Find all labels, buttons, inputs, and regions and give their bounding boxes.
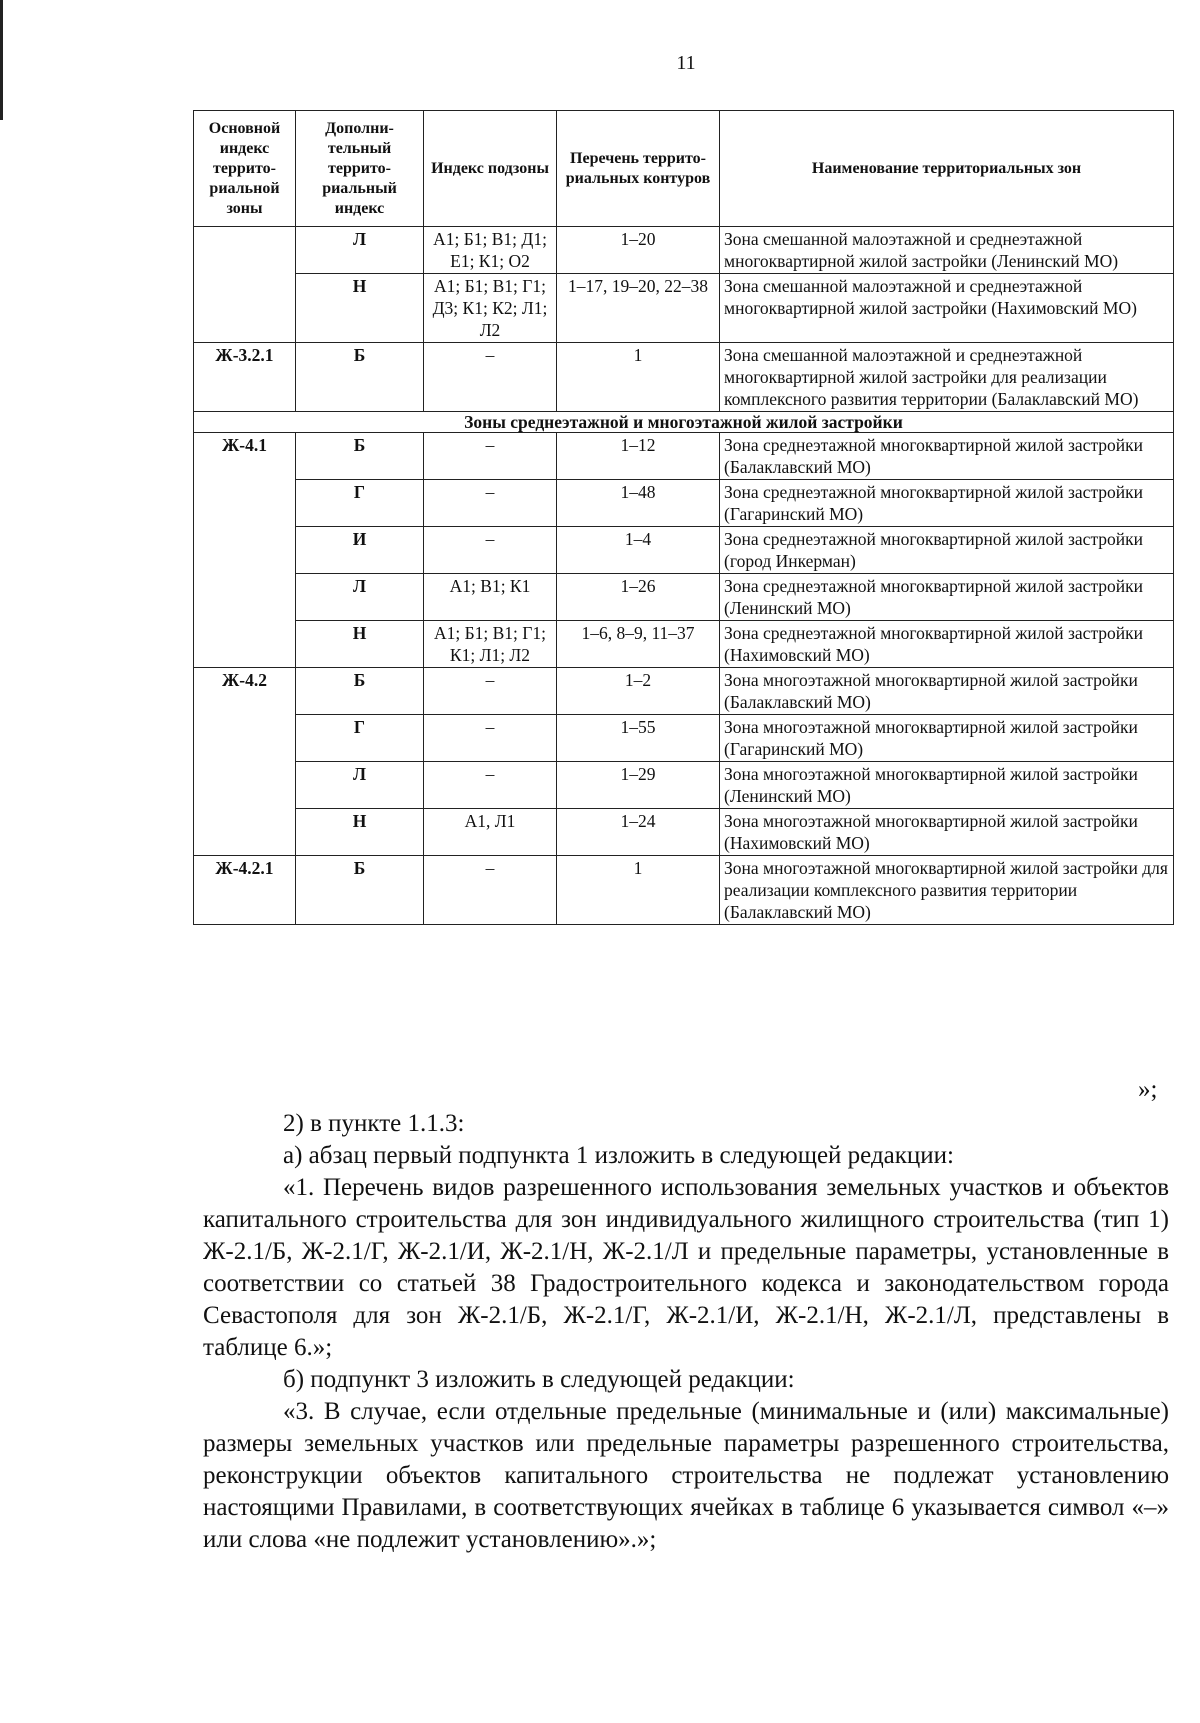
- cell-extra-index: Л: [296, 574, 424, 621]
- cell-contours: 1–6, 8–9, 11–37: [557, 621, 720, 668]
- table-header-row: [194, 111, 1174, 227]
- cell-zone-name: Зона среднеэтажной многоквартирной жилой застройки (Нахимовский МО): [720, 621, 1174, 668]
- paragraph-subitem-b: б) подпункт 3 изложить в следующей редакции:: [283, 1366, 795, 1393]
- cell-main-index: Ж-4.2.1: [194, 856, 296, 925]
- table-row: [194, 227, 1174, 274]
- cell-zone-name: Зона смешанной малоэтажной и среднеэтажной многоквартирной жилой застройки (Нахимовский МО): [720, 274, 1174, 343]
- cell-subzone: –: [424, 527, 557, 574]
- cell-main-index: Ж-4.2: [194, 668, 296, 856]
- section-title: Зоны среднеэтажной и многоэтажной жилой застройки: [194, 412, 1174, 433]
- cell-extra-index: Б: [296, 343, 424, 412]
- cell-subzone: –: [424, 715, 557, 762]
- cell-contours: 1–4: [557, 527, 720, 574]
- cell-subzone: –: [424, 433, 557, 480]
- paragraph-subitem-a: а) абзац первый подпункта 1 изложить в следующей редакции:: [283, 1142, 954, 1169]
- page-number: 11: [676, 52, 696, 74]
- header-contours: Перечень террито-риальных контуров: [557, 111, 720, 227]
- cell-contours: 1–29: [557, 762, 720, 809]
- cell-extra-index: Б: [296, 668, 424, 715]
- cell-contours: 1–55: [557, 715, 720, 762]
- zones-table: [193, 110, 1174, 925]
- cell-zone-name: Зона многоэтажной многоквартирной жилой застройки для реализации комплексного развития территории (Балаклавский МО): [720, 856, 1174, 925]
- cell-contours: 1–20: [557, 227, 720, 274]
- table-row: [194, 621, 1174, 668]
- cell-main-index: Ж-4.1: [194, 433, 296, 668]
- cell-contours: 1–2: [557, 668, 720, 715]
- cell-subzone: –: [424, 856, 557, 925]
- cell-zone-name: Зона среднеэтажной многоквартирной жилой застройки (город Инкерман): [720, 527, 1174, 574]
- cell-zone-name: Зона среднеэтажной многоквартирной жилой застройки (Гагаринский МО): [720, 480, 1174, 527]
- header-extra-index: Дополни-тельный террито-риальный индекс: [296, 111, 424, 227]
- cell-subzone: –: [424, 480, 557, 527]
- cell-contours: 1–26: [557, 574, 720, 621]
- cell-subzone: А1; Б1; В1; Д1; Е1; К1; О2: [424, 227, 557, 274]
- cell-zone-name: Зона многоэтажной многоквартирной жилой застройки (Ленинский МО): [720, 762, 1174, 809]
- cell-subzone: А1, Л1: [424, 809, 557, 856]
- table-row: [194, 527, 1174, 574]
- paragraph-quote-3: «3. В случае, если отдельные предельные (минимальные и (или) максимальные) размеры земельных участков или предельные параметры разрешенного строительства, реконструкции объектов капитального строительства не подлежат установлению настоящими Правилами, в соответствующих ячейках в таблице 6 указывается символ «–» или слова «не подлежит установлению».»;: [203, 1398, 1169, 1553]
- cell-extra-index: И: [296, 527, 424, 574]
- cell-subzone: А1; В1; К1: [424, 574, 557, 621]
- table-row: [194, 574, 1174, 621]
- cell-subzone: –: [424, 343, 557, 412]
- cell-zone-name: Зона многоэтажной многоквартирной жилой застройки (Гагаринский МО): [720, 715, 1174, 762]
- cell-zone-name: Зона среднеэтажной многоквартирной жилой застройки (Балаклавский МО): [720, 433, 1174, 480]
- table-row: [194, 856, 1174, 925]
- paragraph-quote-1: «1. Перечень видов разрешенного использования земельных участков и объектов капитального строительства для зон индивидуального жилищного строительства (тип 1) Ж-2.1/Б, Ж-2.1/Г, Ж-2.1/И, Ж-2.1/Н, Ж-2.1/Л и предельные параметры, установленные в соответствии со статьей 38 Градостроительного кодекса и законодательством города Севастополя для зон Ж-2.1/Б, Ж-2.1/Г, Ж-2.1/И, Ж-2.1/Н, Ж-2.1/Л, представлены в таблице 6.»;: [203, 1174, 1169, 1361]
- body-text: [203, 1108, 1169, 1556]
- table-row: [194, 809, 1174, 856]
- header-main-index: Основной индекс террито-риальной зоны: [194, 111, 296, 227]
- cell-extra-index: Б: [296, 433, 424, 480]
- cell-contours: 1–48: [557, 480, 720, 527]
- table-row: [194, 480, 1174, 527]
- cell-extra-index: Л: [296, 227, 424, 274]
- cell-extra-index: Н: [296, 621, 424, 668]
- header-subzone-index: Индекс подзоны: [424, 111, 557, 227]
- table-row: [194, 343, 1174, 412]
- table-section-row: [194, 412, 1174, 433]
- table-row: [194, 274, 1174, 343]
- table-row: [194, 668, 1174, 715]
- header-zone-name: Наименование территориальных зон: [720, 111, 1174, 227]
- cell-zone-name: Зона многоэтажной многоквартирной жилой застройки (Нахимовский МО): [720, 809, 1174, 856]
- cell-extra-index: Г: [296, 715, 424, 762]
- cell-extra-index: Б: [296, 856, 424, 925]
- cell-extra-index: Г: [296, 480, 424, 527]
- table-row: [194, 433, 1174, 480]
- cell-subzone: –: [424, 762, 557, 809]
- cell-subzone: –: [424, 668, 557, 715]
- cell-subzone: А1; Б1; В1; Г1; К1; Л1; Л2: [424, 621, 557, 668]
- paragraph-item-2: 2) в пункте 1.1.3:: [283, 1110, 465, 1137]
- cell-extra-index: Л: [296, 762, 424, 809]
- cell-main-index: Ж-3.2.1: [194, 343, 296, 412]
- cell-contours: 1: [557, 856, 720, 925]
- cell-contours: 1–24: [557, 809, 720, 856]
- cell-contours: 1: [557, 343, 720, 412]
- table-row: [194, 762, 1174, 809]
- cell-subzone: А1; Б1; В1; Г1; Д3; К1; К2; Л1; Л2: [424, 274, 557, 343]
- cell-extra-index: Н: [296, 809, 424, 856]
- cell-zone-name: Зона среднеэтажной многоквартирной жилой застройки (Ленинский МО): [720, 574, 1174, 621]
- table-row: [194, 715, 1174, 762]
- cell-zone-name: Зона смешанной малоэтажной и среднеэтажной многоквартирной жилой застройки для реализации комплексного развития территории (Балаклавский МО): [720, 343, 1174, 412]
- cell-zone-name: Зона многоэтажной многоквартирной жилой застройки (Балаклавский МО): [720, 668, 1174, 715]
- cell-main-index: [194, 227, 296, 343]
- closing-quote: »;: [1138, 1076, 1158, 1103]
- cell-contours: 1–12: [557, 433, 720, 480]
- cell-zone-name: Зона смешанной малоэтажной и среднеэтажной многоквартирной жилой застройки (Ленинский МО): [720, 227, 1174, 274]
- cell-contours: 1–17, 19–20, 22–38: [557, 274, 720, 343]
- cell-extra-index: Н: [296, 274, 424, 343]
